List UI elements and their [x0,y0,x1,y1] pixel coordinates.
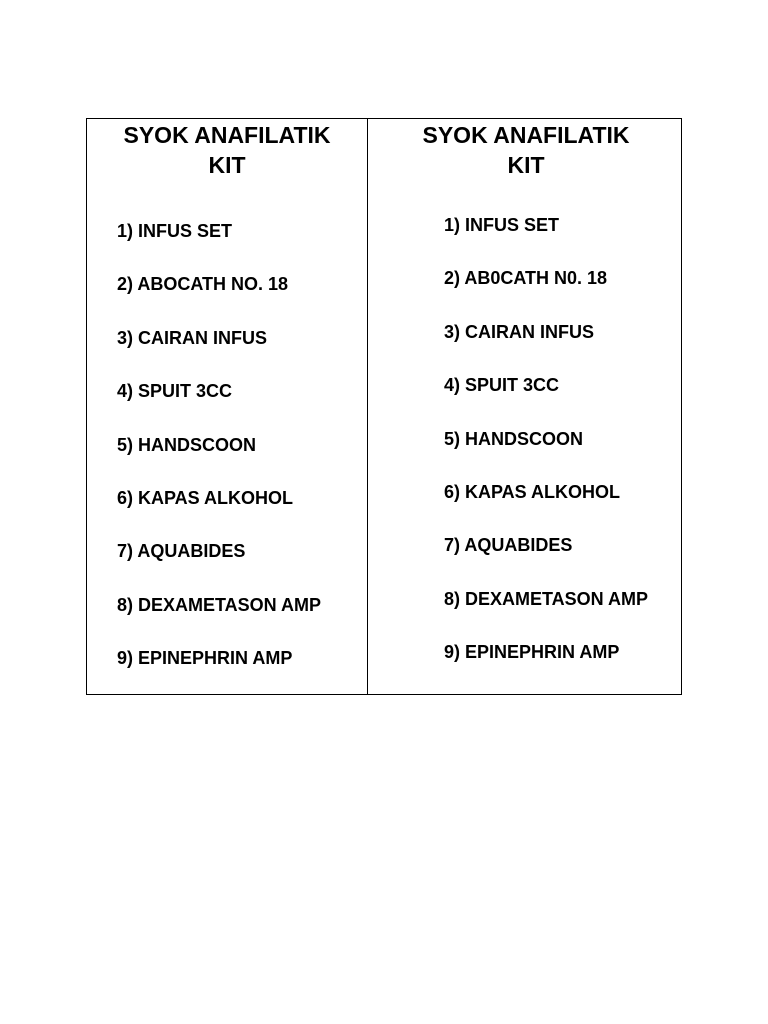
list-item: 1) INFUS SET [444,215,560,235]
left-item-list [117,219,321,700]
list-item: 5) HANDSCOON [444,428,584,449]
kit-label-table [86,118,682,695]
left-label-column [87,119,367,694]
list-item: 1) INFUS SET [117,221,233,241]
list-item: 7) AQUABIDES [444,535,573,556]
right-label-title [368,120,684,180]
left-label-title [87,120,367,180]
right-title-line2: KIT [507,152,545,178]
list-item: 3) CAIRAN INFUS [117,327,268,348]
list-item: 3) CAIRAN INFUS [444,321,595,342]
list-item: 9) EPINEPHRIN AMP [117,648,293,669]
right-item-list [444,213,648,694]
list-item: 2) AB0CATH N0. 18 [444,268,608,289]
list-item: 9) EPINEPHRIN AMP [444,642,620,663]
list-item: 5) HANDSCOON [117,434,257,455]
left-title-line1: SYOK ANAFILATIK [123,122,331,148]
list-item: 7) AQUABIDES [117,541,246,562]
list-item: 4) SPUIT 3CC [444,375,560,396]
right-label-column [368,119,682,694]
list-item: 4) SPUIT 3CC [117,381,233,402]
list-item: 8) DEXAMETASON AMP [117,594,322,615]
list-item: 2) ABOCATH NO. 18 [117,274,289,295]
left-title-line2: KIT [208,152,246,178]
list-item: 8) DEXAMETASON AMP [444,588,649,609]
right-title-line1: SYOK ANAFILATIK [422,122,630,148]
list-item: 6) KAPAS ALKOHOL [117,487,294,508]
list-item: 6) KAPAS ALKOHOL [444,481,621,502]
